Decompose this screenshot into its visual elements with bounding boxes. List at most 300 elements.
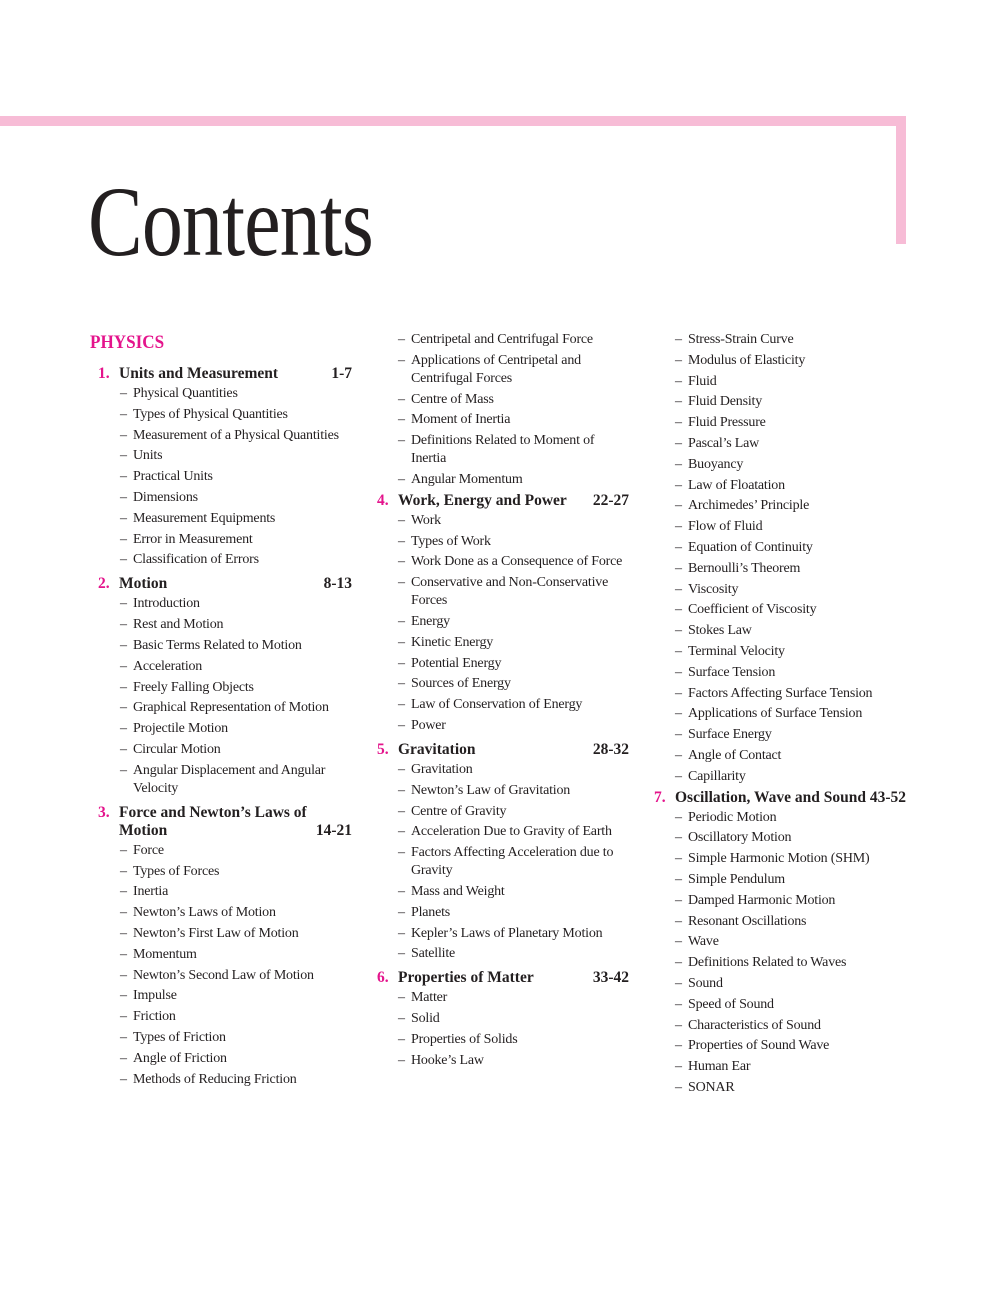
topic-label: Fluid bbox=[688, 373, 717, 389]
dash-bullet: – bbox=[675, 415, 682, 431]
toc-topic[interactable] bbox=[90, 863, 352, 881]
topic-label: Resonant Oscillations bbox=[688, 913, 807, 929]
topic-label: Newton’s Laws of Motion bbox=[133, 905, 276, 921]
dash-bullet: – bbox=[675, 975, 682, 991]
topic-label: Methods of Reducing Friction bbox=[133, 1071, 297, 1087]
dash-bullet: – bbox=[675, 871, 682, 887]
toc-topic[interactable] bbox=[90, 967, 352, 985]
dash-bullet: – bbox=[120, 596, 127, 612]
toc-topic[interactable] bbox=[654, 954, 906, 972]
dash-bullet: – bbox=[398, 613, 405, 629]
dash-bullet: – bbox=[120, 531, 127, 547]
topic-label: Viscosity bbox=[688, 581, 739, 597]
toc-topic[interactable] bbox=[654, 1037, 906, 1055]
topic-label: Sound bbox=[688, 975, 723, 991]
topic-label: Capillarity bbox=[688, 768, 746, 784]
toc-topic[interactable] bbox=[377, 533, 629, 551]
topic-label: Archimedes’ Principle bbox=[688, 498, 810, 514]
topic-label: Classification of Errors bbox=[133, 552, 259, 568]
topic-label: Terminal Velocity bbox=[688, 643, 785, 659]
chapter-number: 7. bbox=[654, 788, 666, 806]
topic-label: Centripetal and Centrifugal Force bbox=[411, 332, 593, 347]
toc-topic[interactable] bbox=[654, 664, 906, 682]
topic-label: Stokes Law bbox=[688, 623, 752, 639]
topic-label: Simple Pendulum bbox=[688, 871, 785, 887]
toc-topic[interactable] bbox=[654, 352, 906, 370]
topic-label: Applications of Surface Tension bbox=[688, 706, 863, 722]
toc-topic[interactable] bbox=[654, 497, 906, 515]
dash-bullet: – bbox=[398, 845, 405, 861]
dash-bullet: – bbox=[675, 1038, 682, 1054]
topic-label: Angle of Friction bbox=[133, 1050, 227, 1066]
dash-bullet: – bbox=[120, 946, 127, 962]
dash-bullet: – bbox=[398, 717, 405, 733]
dash-bullet: – bbox=[120, 1071, 127, 1087]
dash-bullet: – bbox=[398, 883, 405, 899]
toc-chapter bbox=[654, 789, 906, 1097]
dash-bullet: – bbox=[120, 386, 127, 401]
chapter-number: 5. bbox=[377, 740, 389, 758]
topic-label: Coefficient of Viscosity bbox=[688, 602, 817, 618]
dash-bullet: – bbox=[675, 352, 682, 368]
toc-topic[interactable] bbox=[90, 637, 352, 655]
dash-bullet: – bbox=[398, 676, 405, 692]
dash-bullet: – bbox=[675, 498, 682, 514]
topic-label: Bernoulli’s Theorem bbox=[688, 560, 801, 576]
topic-label: Freely Falling Objects bbox=[133, 679, 254, 695]
dash-bullet: – bbox=[675, 1079, 682, 1095]
topic-label: Buoyancy bbox=[688, 456, 744, 472]
dash-bullet: – bbox=[120, 967, 127, 983]
chapter-title: Oscillation, Wave and Sound bbox=[675, 788, 866, 806]
topic-label: Moment of Inertia bbox=[411, 412, 511, 428]
toc-topic[interactable] bbox=[90, 616, 352, 634]
dash-bullet: – bbox=[675, 477, 682, 493]
dash-bullet: – bbox=[120, 863, 127, 879]
dash-bullet: – bbox=[120, 1029, 127, 1045]
chapters bbox=[90, 365, 352, 1089]
dash-bullet: – bbox=[398, 533, 405, 549]
toc-topic[interactable] bbox=[377, 1031, 629, 1049]
toc-topic[interactable] bbox=[90, 904, 352, 922]
topic-label: Centre of Gravity bbox=[411, 803, 507, 819]
toc-topic[interactable] bbox=[377, 553, 629, 571]
toc-topic[interactable] bbox=[90, 551, 352, 569]
dash-bullet: – bbox=[398, 1052, 405, 1068]
dash-bullet: – bbox=[398, 391, 405, 407]
topic-label: Units bbox=[133, 448, 163, 464]
toc-topic[interactable] bbox=[377, 904, 629, 922]
topic-label: Solid bbox=[411, 1011, 440, 1027]
chapter-number: 3. bbox=[98, 803, 110, 821]
topic-label: Gravitation bbox=[411, 761, 473, 777]
toc-topic[interactable] bbox=[654, 933, 906, 951]
toc-topic[interactable] bbox=[90, 946, 352, 964]
toc-topic[interactable] bbox=[377, 432, 629, 468]
toc-topic[interactable] bbox=[654, 871, 906, 889]
toc-topic[interactable] bbox=[377, 925, 629, 943]
toc-topic[interactable] bbox=[377, 717, 629, 735]
dash-bullet: – bbox=[120, 1050, 127, 1066]
dash-bullet: – bbox=[398, 575, 405, 591]
topic-label: Oscillatory Motion bbox=[688, 830, 792, 846]
toc-topic[interactable] bbox=[654, 768, 906, 786]
toc-topic[interactable] bbox=[654, 892, 906, 910]
topic-label: Angle of Contact bbox=[688, 747, 782, 763]
continued-topics bbox=[377, 331, 629, 489]
dash-bullet: – bbox=[675, 519, 682, 535]
topic-label: Sources of Energy bbox=[411, 676, 511, 692]
toc-chapter bbox=[377, 741, 629, 963]
dash-bullet: – bbox=[675, 394, 682, 410]
dash-bullet: – bbox=[675, 623, 682, 639]
chapter-pages: 8-13 bbox=[323, 575, 352, 593]
toc-topic[interactable] bbox=[90, 679, 352, 697]
dash-bullet: – bbox=[675, 913, 682, 929]
toc-topic[interactable] bbox=[90, 468, 352, 486]
dash-bullet: – bbox=[675, 747, 682, 763]
dash-bullet: – bbox=[675, 996, 682, 1012]
dash-bullet: – bbox=[398, 412, 405, 428]
chapter-heading[interactable] bbox=[90, 575, 352, 593]
topic-label: Kinetic Energy bbox=[411, 634, 494, 650]
topic-label: Inertia bbox=[133, 884, 169, 900]
dash-bullet: – bbox=[675, 456, 682, 472]
toc-chapter bbox=[90, 365, 352, 569]
toc-chapter bbox=[90, 804, 352, 1089]
toc-topic[interactable] bbox=[377, 803, 629, 821]
topic-label: Conservative and Non-Conservative Forces bbox=[411, 575, 609, 609]
topic-label: Rest and Motion bbox=[133, 617, 224, 633]
toc-topic[interactable] bbox=[377, 844, 629, 880]
chapter-heading[interactable] bbox=[90, 365, 352, 383]
toc-topic[interactable] bbox=[377, 613, 629, 631]
toc-topic[interactable] bbox=[377, 883, 629, 901]
toc-chapter bbox=[377, 492, 629, 735]
topic-label: Fluid Pressure bbox=[688, 415, 766, 431]
topic-label: Types of Forces bbox=[133, 863, 220, 879]
toc-topic[interactable] bbox=[90, 447, 352, 465]
chapter-pages: 28-32 bbox=[592, 740, 629, 758]
toc-topic[interactable] bbox=[90, 987, 352, 1005]
topic-label: Acceleration bbox=[133, 658, 203, 674]
dash-bullet: – bbox=[675, 435, 682, 451]
topic-label: Mass and Weight bbox=[411, 883, 505, 899]
toc-topic[interactable] bbox=[90, 699, 352, 717]
toc-topic[interactable] bbox=[654, 705, 906, 723]
toc-topic[interactable] bbox=[654, 809, 906, 827]
toc-topic[interactable] bbox=[377, 989, 629, 1007]
dash-bullet: – bbox=[120, 552, 127, 568]
toc-topic[interactable] bbox=[654, 560, 906, 578]
topic-label: Modulus of Elasticity bbox=[688, 352, 806, 368]
dash-bullet: – bbox=[675, 332, 682, 347]
topic-label: Basic Terms Related to Motion bbox=[133, 637, 302, 653]
toc-topic[interactable] bbox=[377, 574, 629, 610]
chapter-pages: 1-7 bbox=[331, 365, 352, 382]
topic-label: Circular Motion bbox=[133, 741, 221, 757]
toc-topic[interactable] bbox=[377, 1052, 629, 1070]
dash-bullet: – bbox=[398, 946, 405, 962]
toc-topic[interactable] bbox=[654, 414, 906, 432]
topic-label: Flow of Fluid bbox=[688, 519, 763, 535]
dash-bullet: – bbox=[675, 1059, 682, 1075]
toc-topic[interactable] bbox=[90, 1029, 352, 1047]
topic-label: Physical Quantities bbox=[133, 386, 238, 401]
toc-topic[interactable] bbox=[377, 823, 629, 841]
topic-label: Hooke’s Law bbox=[411, 1052, 484, 1068]
dash-bullet: – bbox=[398, 512, 405, 528]
dash-bullet: – bbox=[675, 602, 682, 618]
toc-topic[interactable] bbox=[90, 842, 352, 860]
topic-label: Kepler’s Laws of Planetary Motion bbox=[411, 925, 603, 941]
chapter-pages: 33-42 bbox=[592, 969, 629, 987]
toc-topic[interactable] bbox=[377, 945, 629, 963]
dash-bullet: – bbox=[675, 892, 682, 908]
dash-bullet: – bbox=[398, 1011, 405, 1027]
dash-bullet: – bbox=[120, 700, 127, 716]
dash-bullet: – bbox=[120, 658, 127, 674]
dash-bullet: – bbox=[675, 768, 682, 784]
toc-topic[interactable] bbox=[377, 471, 629, 489]
dash-bullet: – bbox=[675, 560, 682, 576]
dash-bullet: – bbox=[675, 539, 682, 555]
topic-label: Applications of Centripetal and Centrifugal Forces bbox=[411, 352, 581, 386]
subject-heading: PHYSICS bbox=[90, 332, 165, 353]
dash-bullet: – bbox=[398, 352, 405, 368]
chapter-heading[interactable] bbox=[377, 969, 629, 987]
topic-label: Damped Harmonic Motion bbox=[688, 892, 836, 908]
topic-label: Human Ear bbox=[688, 1059, 751, 1075]
toc-topic[interactable] bbox=[377, 331, 629, 349]
dash-bullet: – bbox=[120, 427, 127, 443]
dash-bullet: – bbox=[120, 988, 127, 1004]
toc-topic[interactable] bbox=[377, 761, 629, 779]
toc-topic[interactable] bbox=[90, 762, 352, 798]
toc-topic[interactable] bbox=[654, 1017, 906, 1035]
dash-bullet: – bbox=[398, 655, 405, 671]
toc-topic[interactable] bbox=[654, 1079, 906, 1097]
dash-bullet: – bbox=[398, 1031, 405, 1047]
dash-bullet: – bbox=[120, 721, 127, 737]
topic-label: Power bbox=[411, 717, 446, 733]
dash-bullet: – bbox=[398, 554, 405, 570]
topic-label: Equation of Continuity bbox=[688, 539, 813, 555]
toc-topic[interactable] bbox=[654, 373, 906, 391]
topic-label: Dimensions bbox=[133, 489, 198, 505]
chapter-number: 2. bbox=[98, 575, 110, 593]
topic-label: Momentum bbox=[133, 946, 197, 962]
toc-topic[interactable] bbox=[654, 850, 906, 868]
dash-bullet: – bbox=[398, 697, 405, 713]
chapter-heading[interactable] bbox=[654, 789, 906, 807]
toc-topic[interactable] bbox=[654, 518, 906, 536]
toc-topic[interactable] bbox=[654, 726, 906, 744]
toc-topic[interactable] bbox=[377, 391, 629, 409]
topic-label: Factors Affecting Surface Tension bbox=[688, 685, 873, 701]
chapter-pages: 22-27 bbox=[592, 491, 629, 509]
toc-topic[interactable] bbox=[654, 393, 906, 411]
toc-topic[interactable] bbox=[654, 996, 906, 1014]
page-title: Contents bbox=[88, 166, 374, 277]
chapter-pages: 14-21 bbox=[315, 821, 352, 839]
toc-topic[interactable] bbox=[654, 685, 906, 703]
topic-label: Graphical Representation of Motion bbox=[133, 700, 329, 716]
dash-bullet: – bbox=[120, 925, 127, 941]
dash-bullet: – bbox=[398, 990, 405, 1006]
topic-label: Characteristics of Sound bbox=[688, 1017, 821, 1033]
chapter-number: 6. bbox=[377, 969, 389, 987]
topic-label: Simple Harmonic Motion (SHM) bbox=[688, 851, 870, 867]
toc-column-3 bbox=[654, 331, 906, 1103]
dash-bullet: – bbox=[398, 634, 405, 650]
dash-bullet: – bbox=[398, 332, 405, 347]
topic-label: Wave bbox=[688, 934, 719, 950]
toc-topic[interactable] bbox=[90, 741, 352, 759]
dash-bullet: – bbox=[675, 643, 682, 659]
toc-topic[interactable] bbox=[654, 456, 906, 474]
dash-bullet: – bbox=[675, 934, 682, 950]
topic-label: Planets bbox=[411, 904, 451, 920]
topic-label: Types of Physical Quantities bbox=[133, 406, 288, 422]
toc-topic[interactable] bbox=[90, 427, 352, 445]
dash-bullet: – bbox=[675, 706, 682, 722]
chapter-pages: 43-52 bbox=[869, 788, 906, 806]
toc-topic[interactable] bbox=[90, 658, 352, 676]
dash-bullet: – bbox=[120, 448, 127, 464]
chapter-number: 1. bbox=[98, 365, 110, 382]
topic-label: Introduction bbox=[133, 596, 200, 612]
toc-chapter bbox=[377, 969, 629, 1069]
dash-bullet: – bbox=[675, 955, 682, 971]
toc-topic[interactable] bbox=[90, 1008, 352, 1026]
topic-label: Force bbox=[133, 842, 164, 858]
dash-bullet: – bbox=[398, 433, 405, 449]
toc-topic[interactable] bbox=[90, 406, 352, 424]
toc-topic[interactable] bbox=[90, 510, 352, 528]
dash-bullet: – bbox=[120, 489, 127, 505]
toc-topic[interactable] bbox=[654, 601, 906, 619]
toc-topic[interactable] bbox=[90, 720, 352, 738]
topic-label: Factors Affecting Acceleration due to Gravity bbox=[411, 845, 614, 879]
dash-bullet: – bbox=[398, 925, 405, 941]
toc-chapter bbox=[90, 575, 352, 797]
chapter-number: 4. bbox=[377, 491, 389, 509]
toc-topic[interactable] bbox=[90, 385, 352, 403]
toc-topic[interactable] bbox=[654, 581, 906, 599]
toc-topic[interactable] bbox=[377, 696, 629, 714]
chapter-heading[interactable] bbox=[90, 804, 352, 840]
toc-topic[interactable] bbox=[377, 352, 629, 388]
dash-bullet: – bbox=[675, 727, 682, 743]
toc-topic[interactable] bbox=[377, 675, 629, 693]
toc-topic[interactable] bbox=[377, 782, 629, 800]
toc-column-2 bbox=[377, 331, 629, 1076]
dash-bullet: – bbox=[398, 782, 405, 798]
toc-topic[interactable] bbox=[654, 477, 906, 495]
toc-topic[interactable] bbox=[654, 829, 906, 847]
toc-topic[interactable] bbox=[90, 531, 352, 549]
topic-label: Properties of Solids bbox=[411, 1031, 518, 1047]
dash-bullet: – bbox=[675, 581, 682, 597]
chapter-heading[interactable] bbox=[377, 492, 629, 510]
toc-topic[interactable] bbox=[90, 1050, 352, 1068]
chapter-title: Properties of Matter bbox=[398, 969, 534, 987]
topic-label: Definitions Related to Waves bbox=[688, 955, 847, 971]
toc-topic[interactable] bbox=[90, 883, 352, 901]
topic-label: Types of Friction bbox=[133, 1029, 226, 1045]
topic-label: Impulse bbox=[133, 988, 177, 1004]
toc-topic[interactable] bbox=[377, 655, 629, 673]
toc-topic[interactable] bbox=[377, 512, 629, 530]
toc-topic[interactable] bbox=[90, 595, 352, 613]
topic-label: Practical Units bbox=[133, 469, 213, 485]
toc-topic[interactable] bbox=[90, 489, 352, 507]
chapter-heading[interactable] bbox=[377, 741, 629, 759]
dash-bullet: – bbox=[675, 1017, 682, 1033]
toc-topic[interactable] bbox=[654, 1058, 906, 1076]
dash-bullet: – bbox=[398, 904, 405, 920]
topic-label: Fluid Density bbox=[688, 394, 763, 410]
topic-label: SONAR bbox=[688, 1079, 735, 1095]
toc-topic[interactable] bbox=[654, 643, 906, 661]
topic-label: Measurement Equipments bbox=[133, 510, 276, 526]
toc-topic[interactable] bbox=[90, 925, 352, 943]
dash-bullet: – bbox=[120, 905, 127, 921]
topic-label: Law of Conservation of Energy bbox=[411, 697, 583, 713]
dash-bullet: – bbox=[120, 741, 127, 757]
chapters bbox=[654, 789, 906, 1097]
dash-bullet: – bbox=[120, 469, 127, 485]
topic-label: Acceleration Due to Gravity of Earth bbox=[411, 824, 612, 840]
toc-topic[interactable] bbox=[377, 1010, 629, 1028]
dash-bullet: – bbox=[120, 679, 127, 695]
chapter-title: Work, Energy and Power bbox=[398, 491, 567, 509]
topic-label: Newton’s Second Law of Motion bbox=[133, 967, 314, 983]
dash-bullet: – bbox=[120, 637, 127, 653]
toc-topic[interactable] bbox=[654, 747, 906, 765]
chapter-title: Force and Newton’s Laws of Motion bbox=[119, 803, 307, 839]
continued-topics bbox=[654, 331, 906, 786]
dash-bullet: – bbox=[120, 617, 127, 633]
decorative-side-bar bbox=[896, 116, 906, 244]
topic-label: Work bbox=[411, 512, 441, 528]
toc-topic[interactable] bbox=[654, 622, 906, 640]
topic-label: Pascal’s Law bbox=[688, 435, 760, 451]
topic-label: Error in Measurement bbox=[133, 531, 253, 547]
dash-bullet: – bbox=[675, 685, 682, 701]
dash-bullet: – bbox=[675, 830, 682, 846]
dash-bullet: – bbox=[120, 510, 127, 526]
toc-topic[interactable] bbox=[377, 411, 629, 429]
topic-label: Law of Floatation bbox=[688, 477, 785, 493]
toc-topic[interactable] bbox=[654, 913, 906, 931]
toc-column-1 bbox=[90, 331, 352, 1095]
topic-label: Newton’s Law of Gravitation bbox=[411, 782, 571, 798]
toc-topic[interactable] bbox=[654, 975, 906, 993]
toc-topic[interactable] bbox=[654, 539, 906, 557]
dash-bullet: – bbox=[398, 803, 405, 819]
toc-topic[interactable] bbox=[90, 1071, 352, 1089]
toc-topic[interactable] bbox=[377, 634, 629, 652]
dash-bullet: – bbox=[120, 762, 127, 778]
topic-label: Matter bbox=[411, 990, 448, 1006]
dash-bullet: – bbox=[675, 373, 682, 389]
dash-bullet: – bbox=[120, 884, 127, 900]
toc-topic[interactable] bbox=[654, 331, 906, 349]
topic-label: Properties of Sound Wave bbox=[688, 1038, 830, 1054]
toc-topic[interactable] bbox=[654, 435, 906, 453]
